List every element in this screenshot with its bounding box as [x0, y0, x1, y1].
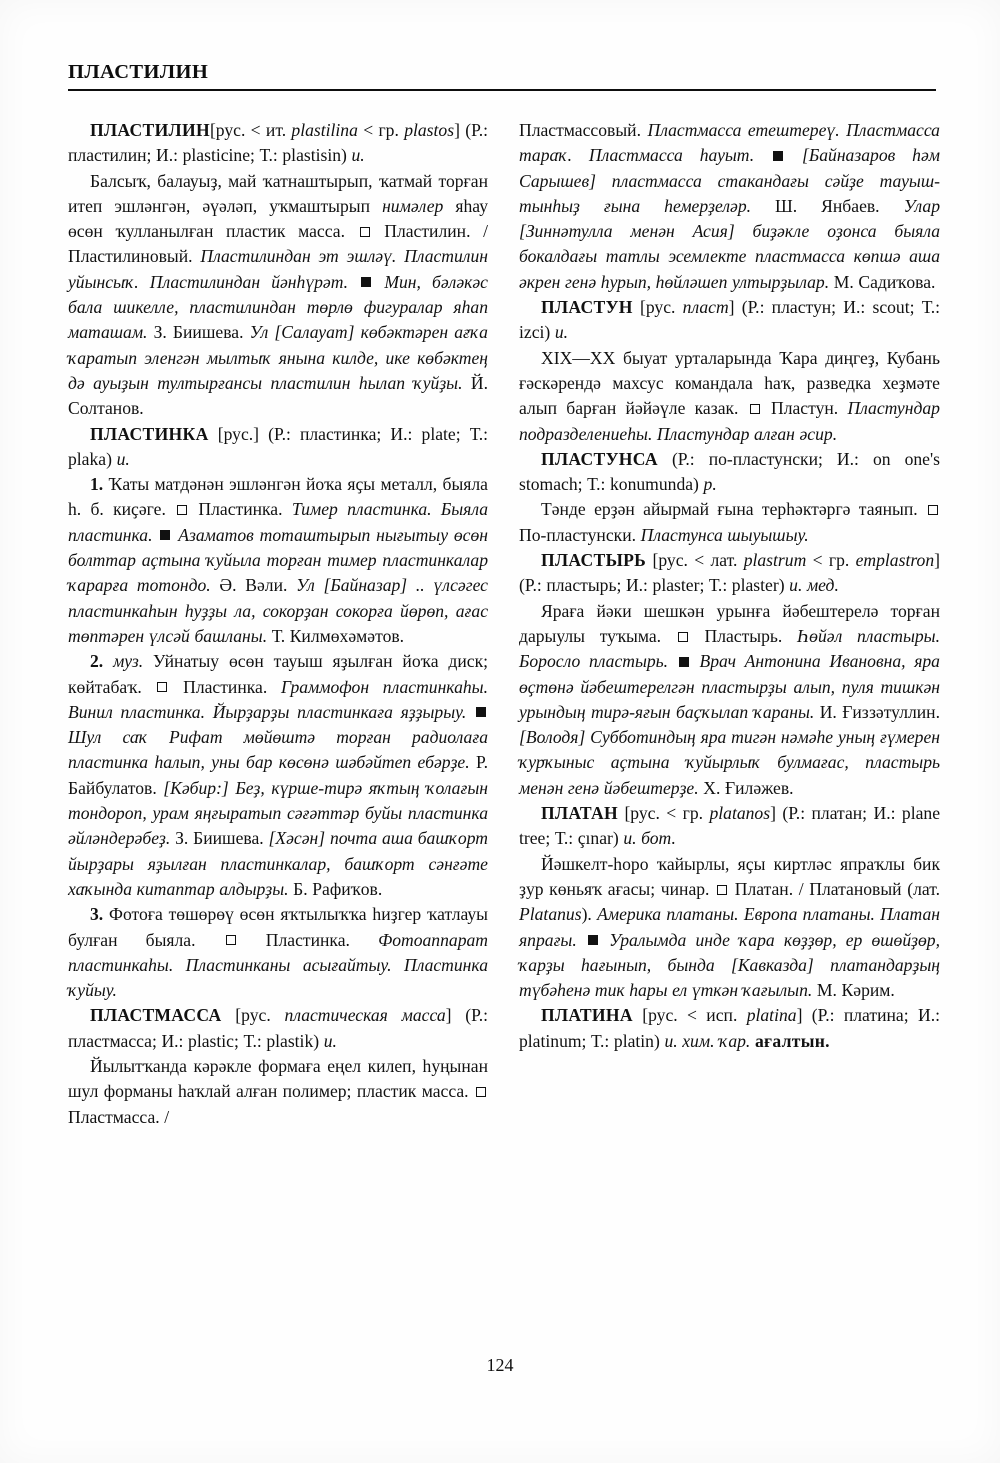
- etymology-plastun-close: ]: [728, 297, 735, 318]
- etymology-plastyr-source-2: emplastron: [855, 550, 935, 571]
- citation-plastmassa-1-author: Ш. Янбаев.: [775, 195, 880, 216]
- citation-plastinka-1-2: Ул [Байназар] .. үлсәгес пластинкаһын һуҙҙы ла, сокорҙан сокорға йөрөп, ағас төптәрен үлсәй башланы.: [68, 575, 488, 646]
- citation-plastilin-2: Ул [Салауат] көбәктәрен ағҡа ҡаратып эленгән мылтыҡ янына килде, ике көбәктең дә ауыҙын тултырғансы пластилин һылап ҡуйҙы.: [68, 322, 488, 393]
- glosses-plastyr: (Р.: пластырь; И.: plaster; Т.: plaster): [519, 575, 790, 596]
- entry-plastilin-head: [68, 118, 488, 169]
- entry-plastunsa-head: [519, 447, 940, 498]
- entry-plastun-body: [519, 346, 940, 447]
- citation-platan-1-author: М. Кәрим.: [816, 980, 895, 1001]
- sense-number-1: 1.: [90, 474, 104, 495]
- definition-platan: Йәшкелт-һоро ҡайырлы, яҫы киртләс япраҡлы бик ҙур көньяҡ ағасы; чинар.: [519, 853, 940, 899]
- running-head-title: ПЛАСТИЛИН: [68, 61, 209, 83]
- entry-plastmassa-continuation: [519, 118, 940, 295]
- filled-square-marker-icon: [361, 277, 371, 287]
- filled-square-marker-icon: [773, 151, 783, 161]
- definition-plastilin: Балсыҡ, балауыҙ, май ҡатнаштырып, ҡатмай торған итеп эшләнгән, әүәләп, уҡмаштырып: [68, 170, 488, 216]
- open-square-marker-icon: [928, 505, 938, 515]
- filled-square-marker-icon: [588, 935, 598, 945]
- glosses-plastunsa: (Р.: по-пластунски; И.: on one's stomach; Т.: konumunda): [519, 448, 940, 495]
- etymology-plastyr-open: [рус. < лат.: [652, 550, 744, 571]
- entry-plastmassa-head: [68, 1003, 488, 1054]
- definition-plastmassa: Йылытҡанда кәрәкле формаға еңел килеп, һуңынан шул форманы һаҡлай алған полимер; пластик масса.: [68, 1055, 488, 1102]
- translation-plastinka-1: Пластинка.: [198, 499, 283, 520]
- citation-plastyr-1-author: И. Ғиззәтуллин.: [819, 701, 940, 722]
- filled-square-marker-icon: [679, 657, 689, 667]
- citation-plastilin-1: Мин, бәләкәс бала шикелле, пластилиндан төрлө фигуралар яһап маташам.: [68, 271, 488, 343]
- definition-italic-word: нимәлер: [382, 195, 444, 216]
- headword-platan: ПЛАТАН: [541, 803, 619, 824]
- open-square-marker-icon: [750, 404, 760, 414]
- examples-plastinka-2: Граммофон пластинкаһы. Винил пластинка. Йырҙарҙы пластинкаға яҙҙырыу.: [68, 676, 488, 722]
- column-container: [68, 118, 940, 1130]
- citation-plastilin-1-author: З. Биишева.: [153, 322, 244, 343]
- citation-plastinka-1-1-author: Ә. Вәли.: [219, 575, 288, 596]
- open-square-marker-icon: [360, 227, 370, 237]
- entry-plastinka-head: [68, 422, 488, 473]
- pos-plastyr: и. мед.: [789, 575, 839, 596]
- pos-plastinka: и.: [116, 448, 130, 469]
- sense-number-2: 2.: [90, 651, 104, 672]
- definition-plastinka-2: Уйнатыу өсөн тауыш яҙылған йоҡа диск; көйтабаҡ.: [68, 651, 489, 697]
- translation-plastinka-3: Пластинка.: [265, 929, 350, 950]
- entry-platina-head: [519, 1003, 940, 1054]
- examples-plastilin: Пластилиндан эт эшләү. Пластилин уйынсыҡ. Пластилиндан йәнһүрәт.: [68, 246, 488, 292]
- header-rule: [68, 89, 936, 91]
- translation-platan-latin: Platanus: [519, 904, 582, 925]
- pos-platina: и. хим. ҡар.: [664, 1030, 751, 1051]
- etymology-platan-source: platanos: [709, 803, 771, 824]
- etymology-plastun-source: пласт: [682, 297, 729, 318]
- headword-platina: ПЛАТИНА: [541, 1005, 633, 1026]
- definition-plastilin-cont: яһау өсөн ҡулланылған пластик масса.: [68, 195, 489, 242]
- sense-number-3: 3.: [90, 904, 104, 925]
- examples-plastinka-3: Фотоаппарат пластинкаһы. Пластинканы асығайтыу. Пластинка ҡуйыу.: [68, 929, 488, 1001]
- translation-plastun: Пластун.: [771, 398, 839, 419]
- definition-plastun: XIX—XX быуат урталарында Ҡара диңгеҙ, Кубань ғәскәрендә махсус командала һаҡ, разведка хеҙмәте алып барған йәйәүле казак.: [519, 347, 940, 419]
- glosses-platan: (Р.: платан; И.: plane tree; Т.: çınar): [519, 803, 940, 849]
- pos-platan: и. бот.: [623, 828, 676, 849]
- right-column: [519, 118, 940, 1130]
- citation-plastilin-2-author: Й. Солтанов.: [68, 372, 488, 419]
- open-square-marker-icon: [177, 505, 187, 515]
- entry-platan-head: [519, 801, 940, 852]
- headword-plastunsa: ПЛАСТУНСА: [541, 448, 658, 469]
- page-number: 124: [486, 1355, 514, 1375]
- examples-plastmassa: Пластмасса етештереү. Пластмасса тараҡ. Пластмасса һауыт.: [519, 120, 940, 166]
- citation-plastyr-2-author: Х. Ғиләжев.: [703, 777, 794, 798]
- pos-plastunsa: р.: [703, 474, 717, 495]
- citation-plastmassa-1: [Байназаров һәм Сарышев] пластмасса стакандағы сәйҙе тауыш-тынһыҙ ғына һемерҙеләр.: [519, 145, 941, 216]
- translation-plastmassa-cont: Пластмассовый.: [519, 120, 641, 140]
- filled-square-marker-icon: [476, 707, 486, 717]
- citation-plastmassa-2-author: М. Садиҡова.: [833, 271, 936, 292]
- translation-plastilin: Пластилин. / Пластилиновый.: [68, 221, 488, 267]
- entry-plastun-head: [519, 295, 940, 346]
- glosses-plastilin: (Р.: пластилин; И.: plasticine; Т.: plastisin): [68, 120, 488, 166]
- glosses-platina: (Р.: платина; И.: platinum; Т.: platin): [519, 1005, 940, 1051]
- pos-plastun: и.: [554, 322, 569, 343]
- translation-platan-end: ).: [581, 904, 592, 925]
- entry-plastilin-body: [68, 169, 488, 422]
- etymology-open: [рус. < ит.: [209, 120, 292, 140]
- glosses-plastinka: (Р.: пластинка; И.: plate; Т.: plaka): [68, 423, 488, 469]
- etymology-platina-close: ]: [796, 1005, 803, 1026]
- glosses-plastmassa: (Р.: пластмасса; И.: plastic; Т.: plastik): [68, 1005, 488, 1051]
- citation-plastmassa-2: Улар [Зиннәтулла менән Асия] биҙәкле оҙонса быяла бокалдағы татлы эсемлекте пластмасса көпшә аша әкрен генә һурып, һөйләшеп ултырҙылар.: [519, 195, 941, 292]
- pos-plastilin: и.: [351, 145, 365, 166]
- citation-plastinka-2-2-author: З. Биишева.: [175, 828, 264, 849]
- etymology-platina-source: platina: [746, 1005, 797, 1026]
- open-square-marker-icon: [678, 632, 688, 642]
- definition-plastyr: Яраға йәки шешкән урынға йәбештерелә торған дарыулы туҡыма.: [519, 600, 940, 646]
- etymology-plastun-open: [рус.: [640, 297, 683, 318]
- entry-plastyr-body: [519, 599, 940, 801]
- etymology-mid: < гр.: [357, 120, 405, 140]
- headword-plastun: ПЛАСТУН: [541, 297, 633, 318]
- etymology-plastyr-mid: < гр.: [806, 550, 856, 571]
- open-square-marker-icon: [717, 885, 727, 895]
- entry-plastunsa-body: [519, 497, 940, 548]
- headword-plastmassa: ПЛАСТМАССА: [90, 1005, 222, 1026]
- etymology-plastyr-source-1: plastrum: [743, 550, 807, 571]
- translation-plastunsa: По-пластунски.: [519, 524, 637, 545]
- etymology-platan-open: [рус. < гр.: [624, 803, 710, 824]
- etymology-plastmassa-close: ]: [445, 1005, 452, 1026]
- etymology-source-1: plastilina: [291, 120, 358, 140]
- examples-platan: Америка платаны. Европа платаны. Платан япрағы.: [519, 904, 940, 950]
- translation-plastinka-2: Пластинка.: [183, 676, 268, 697]
- translation-plastyr: Пластырь.: [704, 625, 783, 646]
- open-square-marker-icon: [476, 1087, 486, 1097]
- open-square-marker-icon: [157, 682, 167, 692]
- examples-plastun: Пластундар подразделениеһы. Пластундар алған әсир.: [519, 398, 940, 444]
- sense-plastinka-2: [68, 649, 488, 902]
- examples-plastunsa: Пластунса шыуышыу.: [640, 524, 809, 545]
- glosses-plastun: (Р.: пластун; И.: scout; Т.: izci): [519, 297, 941, 343]
- running-head: [68, 62, 936, 91]
- examples-plastinka-1: Тимер пластинка. Быяла пластинка.: [68, 499, 488, 545]
- entry-platan-body: [519, 852, 940, 1004]
- citation-plastinka-2-2: [Кәбир:] Беҙ, күрше-тирә яҡтың ҡолағын тондороп, урам яңғыратып сәғәттәр буйы пластинка әйләндерәбеҙ.: [68, 777, 488, 849]
- citation-plastinka-2-3: [Хәсән] почта аша башҡорт йырҙары яҙылған пластинкалар, башҡорт сәнғәте хаҡында китаптар алдырҙы.: [68, 828, 488, 899]
- citation-plastinka-1-2-author: Т. Килмөхәмәтов.: [271, 625, 405, 646]
- translation-plastmassa-start: Пластмасса. /: [68, 1106, 170, 1127]
- citation-plastinka-2-1: Шул саҡ Рифат мөйөштә торған радиолаға пластинка һалып, уны бар көсөнә шәбәйтеп ебәрҙе.: [68, 727, 488, 773]
- headword-plastyr: ПЛАСТЫРЬ: [541, 550, 647, 571]
- sense-plastinka-1: [68, 472, 488, 649]
- sense-plastinka-3: [68, 902, 488, 1003]
- citation-plastinka-2-3-author: Б. Рафиҡов.: [293, 878, 383, 899]
- definition-plastinka-1: Ҡаты матдәнән эшләнгән йоҡа яҫы металл, быяла һ. б. киҫәге.: [68, 474, 488, 520]
- cross-reference-platina: ағалтын.: [754, 1030, 830, 1051]
- headword-plastilin: ПЛАСТИЛИН: [90, 120, 210, 140]
- etymology-source-2: plastos: [404, 120, 455, 140]
- entry-plastyr-head: [519, 548, 940, 599]
- citation-platan-1: Уралымда инде ҡара көҙҙөр, ер өшөйҙөр, ҡарҙы һағынып, бында [Кавказда] платандарҙың түбәһенә тик һары ел үткән ҡағылып.: [519, 929, 941, 1001]
- left-column: [68, 118, 488, 1130]
- pos-plastmassa: и.: [323, 1030, 337, 1051]
- etymology-plastmassa-source: пластическая масса: [284, 1005, 446, 1026]
- etymology-plastmassa-open: [рус.: [235, 1005, 285, 1026]
- citation-plastinka-2-1-author: Р. Байбулатов.: [68, 752, 488, 798]
- examples-plastyr: Һөйәл пластыры. Боросло пластырь.: [519, 625, 940, 672]
- citation-plastyr-1: Врач Антонина Ивановна, яра өҫтөнә йәбештерелгән пластырҙы алып, пуля тишкән урындың тирә-яғын баҫҡылап ҡараны.: [519, 651, 940, 722]
- etymology-plastinka: [рус.]: [217, 423, 260, 444]
- entry-plastmassa-body: [68, 1054, 488, 1130]
- etymology-platan-close: ]: [770, 803, 776, 824]
- etymology-close: ]: [454, 120, 460, 140]
- label-plastinka-2: муз.: [113, 651, 144, 672]
- filled-square-marker-icon: [160, 530, 170, 540]
- headword-plastinka: ПЛАСТИНКА: [90, 423, 209, 444]
- etymology-platina-open: [рус. < исп.: [642, 1005, 747, 1026]
- etymology-plastyr-close: ]: [934, 550, 940, 571]
- definition-plastinka-3: Фотоға төшөрөү өсөн яҡтылыҡҡа һиҙгер ҡатлауы булған быяла.: [68, 904, 489, 950]
- definition-plastunsa: Тәнде ерҙән айырмай ғына терһәктәргә таянып.: [541, 499, 926, 520]
- open-square-marker-icon: [226, 935, 236, 945]
- translation-platan-start: Платан. / Платановый (лат.: [734, 878, 940, 899]
- citation-plastyr-2: [Володя] Субботиндың яра тигән нәмәһе уның ғүмерен ҡурҡыныс аҫтына ҡуйырлыҡ булмағас, пластырь менән генә йәбештерҙе.: [519, 727, 940, 798]
- citation-plastinka-1-1: Азаматов тоташтырып нығытыу өсөн болттар аҫтына ҡуйыла торған тимер пластинкалар ҡарарға тотондо.: [68, 524, 488, 596]
